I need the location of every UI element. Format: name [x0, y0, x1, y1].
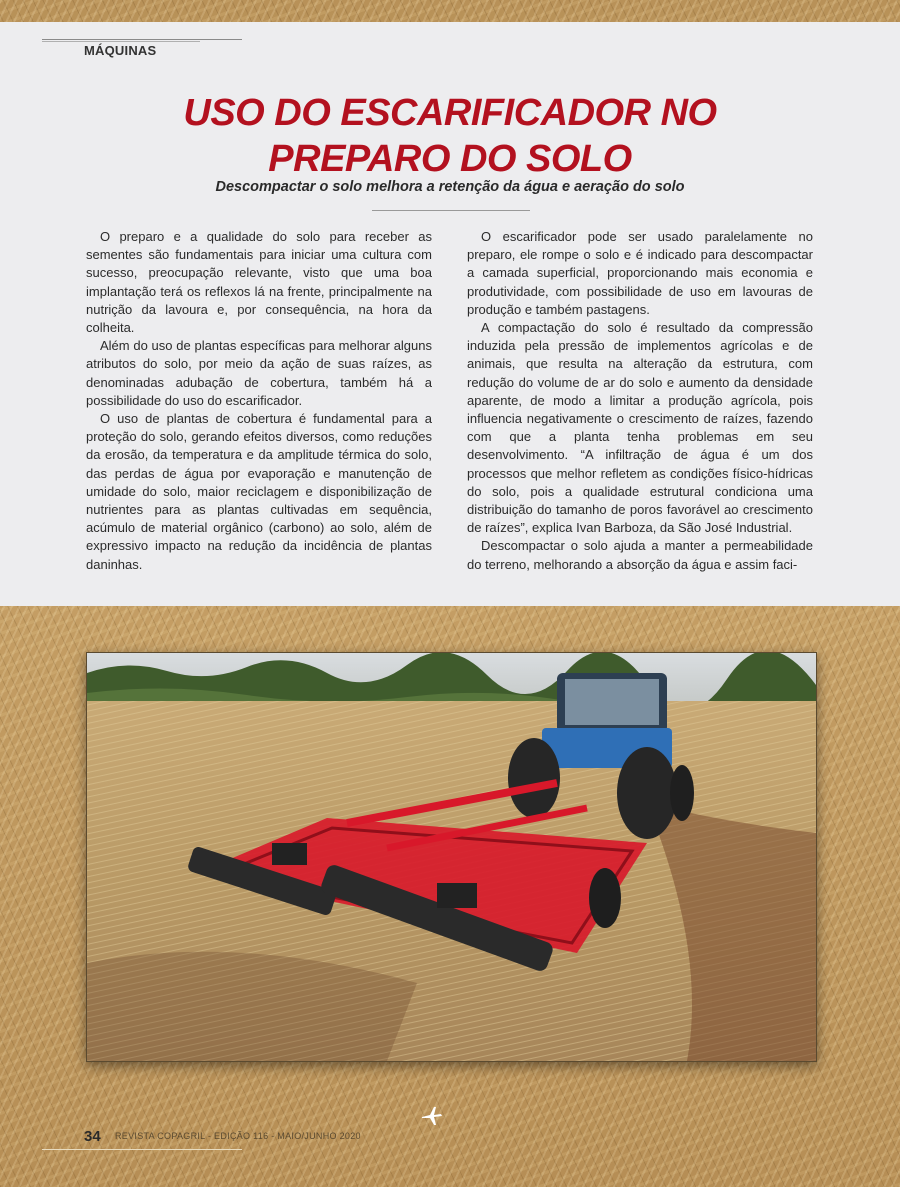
article-subtitle: Descompactar o solo melhora a retenção da água e aeração do solo: [215, 179, 685, 195]
right-column: [467, 228, 813, 574]
footer-rule: [42, 1149, 242, 1150]
paragraph: Além do uso de plantas específicas para melhorar alguns atributos do solo, por meio da ação de suas raízes, as denominadas adubação de cobertura, também há a possibilidade do uso do escarificador.: [86, 338, 432, 408]
paragraph: O preparo e a qualidade do solo para receber as sementes são fundamentais para iniciar uma cultura com sucesso, preocupação relevante, visto que uma boa implantação terá os reflexos lá na frente, principalmente na nutrição da lavoura e, por consequência, na hora da colheita.: [86, 229, 432, 336]
title-line-1: USO DO ESCARIFICADOR NO: [183, 92, 717, 134]
left-column: [86, 228, 432, 574]
paragraph: O uso de plantas de cobertura é fundamental para a proteção do solo, gerando efeitos diversos, como reduções da erosão, da temperatura e da amplitude térmica do solo, das perdas de água por evaporação e manutenção de umidade do solo, maior reciclagem e disponibilização de nutrientes para as plantas cultivadas em sequência, acúmulo de material orgânico (carbono) ao solo, além de expressivo impacto na redução da incidência de plantas daninhas.: [86, 411, 432, 572]
paragraph: O escarificador pode ser usado paralelamente no preparo, ele rompe o solo e é indicado para descompactar a camada superficial, proporcionando mais economia e produtividade, com possibilidade de uso em lavouras de produção e também pastagens.: [467, 229, 813, 317]
paragraph: Descompactar o solo ajuda a manter a permeabilidade do terreno, melhorando a absorção da água e assim faci-: [467, 538, 813, 572]
tractor-photo: [86, 652, 817, 1062]
subtitle-rule: [372, 210, 530, 211]
article-title: [0, 90, 900, 182]
section-rule-secondary: [42, 41, 200, 42]
airplane-icon: [420, 1104, 444, 1128]
tractor-scene: [87, 653, 816, 1061]
page-number: 34: [84, 1128, 101, 1145]
section-label: MÁQUINAS: [84, 43, 157, 58]
article-panel: [0, 22, 900, 606]
section-rule: [42, 39, 242, 40]
top-straw-strip: [0, 0, 900, 22]
footer-publication: REVISTA COPAGRIL - EDIÇÃO 116 - MAIO/JUNHO 2020: [115, 1131, 361, 1141]
paragraph: A compactação do solo é resultado da compressão induzida pela pressão de implementos agrícolas e de animais, que resulta na alteração da estrutura, com redução do volume de ar do solo e aumento da densidade aparente, de modo a limitar a produção agrícola, pois influencia negativamente o crescimento de raízes, fazendo com que a planta tenha problemas em seu desenvolvimento. “A infiltração de água é um dos processos que melhor refletem as condições físico-hídricas do solo, pois a qualidade estrutural condiciona uma distribuição do tamanho de poros favorável ao crescimento de raízes”, explica Ivan Barboza, da São José Industrial.: [467, 320, 813, 536]
title-line-2: PREPARO DO SOLO: [268, 138, 632, 180]
